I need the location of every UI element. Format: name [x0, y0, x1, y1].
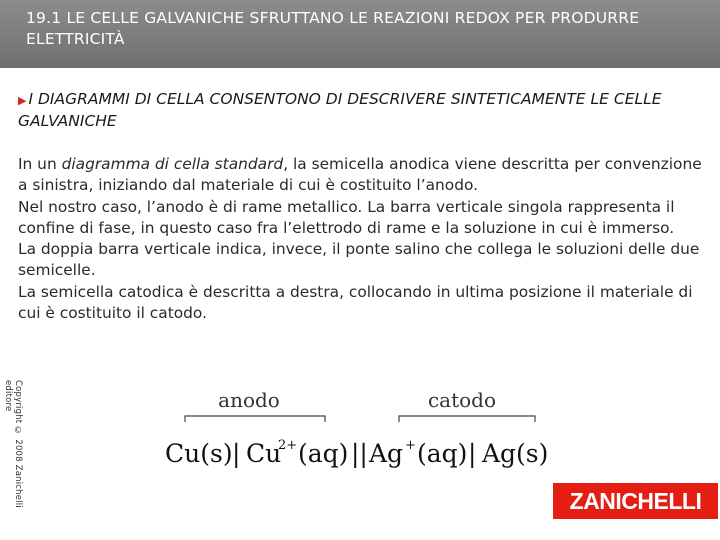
- paragraph-4: La semicella catodica è descritta a destra, collocando in ultima posizione il materiale di cui è costituito il catodo.: [18, 282, 693, 323]
- silver-ion: Ag: [369, 439, 404, 468]
- phase-boundary-left: |: [232, 439, 241, 468]
- paragraph-1-prefix: In un: [18, 155, 62, 173]
- phase-boundary-right: |: [468, 439, 477, 468]
- page-title: [26, 8, 706, 50]
- copper-ion: Cu: [246, 439, 282, 468]
- paragraph-1-rest: , la semicella anodica viene descritta per convenzione a sinistra, iniziando dal materiale di cui è costituito l’anodo.: [18, 155, 702, 195]
- triangle-right-icon: ▶: [18, 94, 27, 107]
- paragraph-1: [18, 154, 708, 197]
- silver-ion-charge: +: [405, 438, 416, 453]
- zanichelli-logo: ZANICHELLI: [553, 483, 718, 519]
- header-bar: [0, 0, 720, 68]
- cathode-label: catodo: [427, 388, 497, 412]
- body-text: [18, 154, 708, 324]
- copyright-notice: Copyright © 2008 Zanichelli editore: [3, 380, 23, 508]
- anode-bracket: [185, 416, 325, 422]
- copper-solid: Cu(s): [165, 439, 233, 468]
- subtitle-text: I DIAGRAMMI DI CELLA CONSENTONO DI DESCRIVERE SINTETICAMENTE LE CELLE GALVANICHE: [18, 90, 662, 130]
- silver-aqueous: (aq): [417, 439, 468, 468]
- copper-aqueous: (aq): [298, 439, 349, 468]
- silver-solid: Ag(s): [482, 439, 549, 468]
- anode-label: anodo: [218, 388, 280, 412]
- section-subtitle: [18, 89, 708, 132]
- chapter-number: 19.1: [26, 9, 62, 27]
- cathode-bracket: [399, 416, 535, 422]
- salt-bridge: ||: [351, 439, 368, 468]
- chapter-title: LE CELLE GALVANICHE SFRUTTANO LE REAZIONI REDOX PER PRODURRE ELETTRICITÀ: [26, 9, 640, 48]
- copper-ion-charge: 2+: [278, 438, 298, 453]
- paragraph-1-emphasis: diagramma di cella standard: [61, 155, 284, 173]
- paragraph-2: Nel nostro caso, l’anodo è di rame metallico. La barra verticale singola rappresenta il confine di fase, in questo caso fra l’elettrodo di rame e la soluzione in cui è immerso.: [18, 197, 675, 237]
- paragraph-3: La doppia barra verticale indica, invece, il ponte salino che collega le soluzioni delle due semicelle.: [18, 240, 700, 280]
- cell-diagram: [155, 382, 555, 477]
